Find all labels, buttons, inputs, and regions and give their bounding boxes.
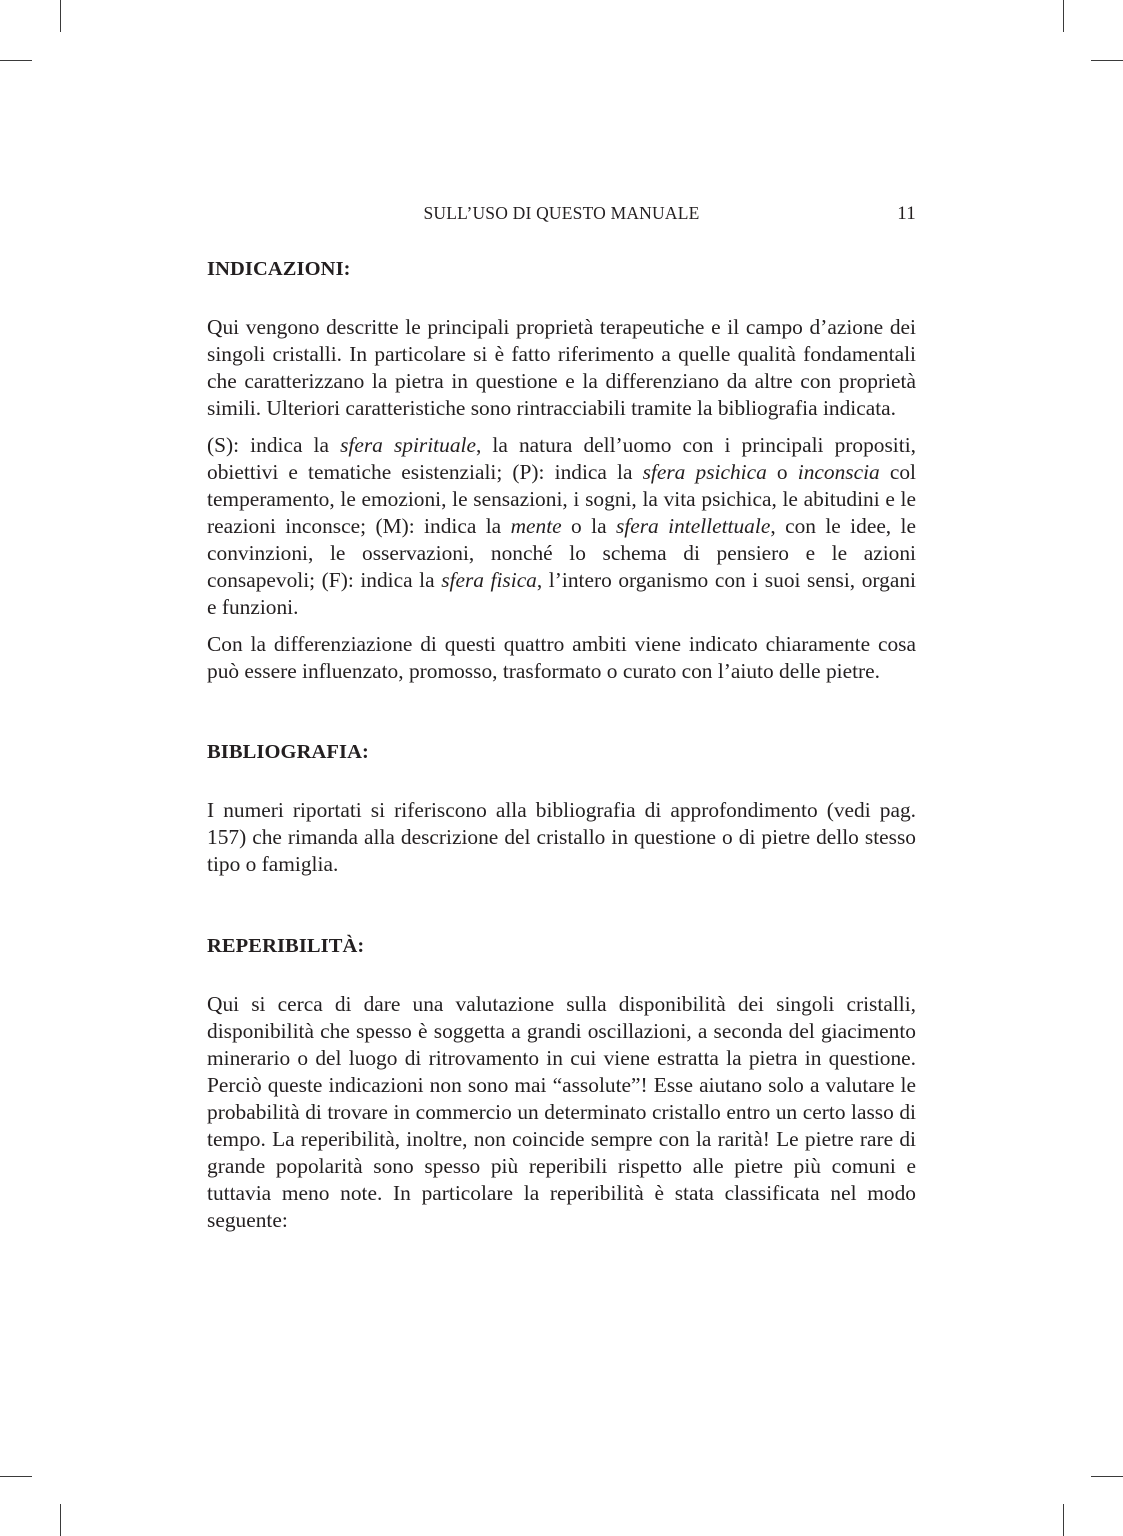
crop-mark-top-right-horizontal	[1091, 60, 1123, 61]
paragraph-indicazioni-conclusion: Con la differenziazione di questi quattro ambiti viene indicato chiaramente cosa può essere influenzato, promosso, trasformato o curato con l’aiuto delle pietre.	[207, 632, 916, 683]
running-title: SULL’USO DI QUESTO MANUALE	[423, 203, 700, 223]
section-bibliografia	[207, 739, 916, 878]
page-number: 11	[897, 203, 916, 224]
term-sfera-spirituale: sfera spirituale	[340, 433, 476, 457]
crop-mark-bottom-right-horizontal	[1091, 1476, 1123, 1477]
term-sfera-fisica: sfera fisica	[441, 568, 537, 592]
paragraph-reperibilita: Qui si cerca di dare una valutazione sulla disponibilità dei singoli cristalli, disponibilità che spesso è soggetta a grandi oscillazioni, a seconda del giacimento minerario o del luogo di ritrovamento in cui viene estratta la pietra in questione. Perciò queste indicazioni non sono mai “assolute”! Esse aiutano solo a valutare le probabilità di trovare in commercio un determinato cristallo entro un certo lasso di tempo. La reperibilità, inoltre, non coincide sempre con la rarità! Le pietre rare di grande popolarità sono spesso più reperibili rispetto alle pietre più comuni e tuttavia meno note. In particolare la reperibilità è stata classificata nel modo seguente:	[207, 992, 916, 1232]
crop-mark-bottom-right-vertical	[1063, 1504, 1064, 1536]
crop-mark-bottom-left-horizontal	[0, 1476, 32, 1477]
crop-mark-top-left-horizontal	[0, 60, 32, 61]
page-body	[207, 256, 916, 1234]
crop-mark-bottom-left-vertical	[60, 1504, 61, 1536]
crop-mark-top-left-vertical	[60, 0, 61, 32]
crop-mark-top-right-vertical	[1063, 0, 1064, 32]
term-sfera-intellettuale: sfera intellettuale	[615, 514, 771, 538]
paragraph-indicazioni-intro: Qui vengono descritte le principali proprietà terapeutiche e il campo d’azione dei singoli cristalli. In particolare si è fatto riferimento a quelle qualità fondamentali che caratterizzano la pietra in questione e la differenziano da altre con proprietà simili. Ulteriori caratteristiche sono rintracciabili tramite la bibliografia indicata.	[207, 315, 916, 420]
term-mente: mente	[510, 514, 562, 538]
heading-indicazioni: INDICAZIONI:	[207, 258, 351, 280]
paragraph-bibliografia: I numeri riportati si riferiscono alla bibliografia di approfondimento (vedi pag. 157) che rimanda alla descrizione del cristallo in questione o di pietre dello stesso tipo o famiglia.	[207, 798, 916, 876]
section-reperibilita	[207, 933, 916, 1234]
section-indicazioni	[207, 256, 916, 685]
running-head	[207, 203, 916, 227]
heading-reperibilita: REPERIBILITÀ:	[207, 935, 365, 957]
heading-bibliografia: BIBLIOGRAFIA:	[207, 741, 369, 763]
paragraph-indicazioni-spheres: (S): indica la sfera spirituale, la natura dell’uomo con i principali propositi, obiettivi e tematiche esistenziali; (P): indica la sfera psichica o inconscia col temperamento, le emozioni, le sensazioni, i sogni, la vita psichica, le abitudini e le reazioni inconsce; (M): indica la mente o la sfera intellettuale, con le idee, le convinzioni, le osservazioni, nonché lo schema di pensiero e le azioni consapevoli; (F): indica la sfera fisica, l’intero organismo con i suoi sensi, organi e funzioni.	[207, 433, 916, 619]
term-inconscia: inconscia	[797, 460, 880, 484]
term-sfera-psichica: sfera psichica	[642, 460, 767, 484]
